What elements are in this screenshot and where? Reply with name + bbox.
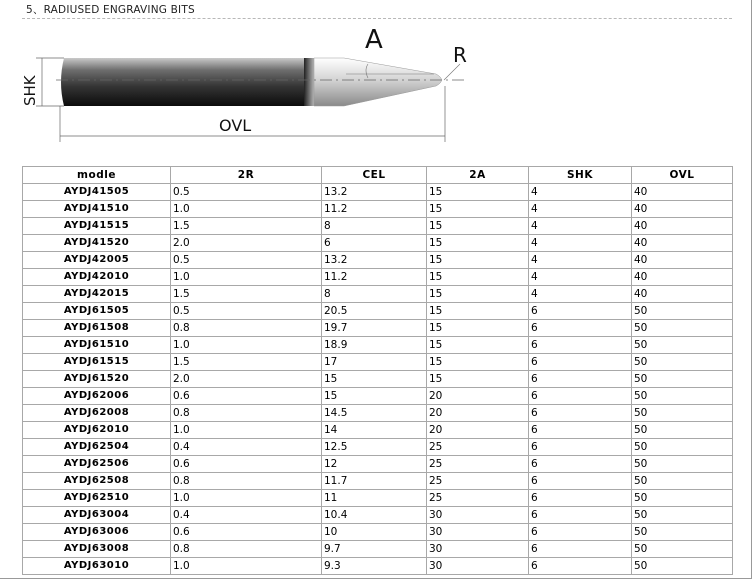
cell-shk: 4 bbox=[529, 252, 632, 269]
cell-2a: 20 bbox=[427, 405, 529, 422]
cell-shk: 6 bbox=[529, 558, 632, 575]
cell-cel: 11 bbox=[322, 490, 427, 507]
cell-2r: 0.4 bbox=[171, 439, 322, 456]
cell-cel: 8 bbox=[322, 218, 427, 235]
cell-2a: 15 bbox=[427, 286, 529, 303]
table-row bbox=[23, 286, 733, 303]
cell-2r: 0.5 bbox=[171, 252, 322, 269]
cell-model: AYDJ62006 bbox=[23, 388, 171, 405]
cell-2r: 0.8 bbox=[171, 473, 322, 490]
cell-model: AYDJ62508 bbox=[23, 473, 171, 490]
cell-ovl: 50 bbox=[632, 422, 733, 439]
table-row bbox=[23, 388, 733, 405]
cell-shk: 6 bbox=[529, 388, 632, 405]
label-a: A bbox=[365, 25, 383, 55]
cell-2r: 1.5 bbox=[171, 286, 322, 303]
cell-2r: 0.8 bbox=[171, 541, 322, 558]
cell-model: AYDJ62506 bbox=[23, 456, 171, 473]
cell-cel: 15 bbox=[322, 371, 427, 388]
cell-shk: 6 bbox=[529, 337, 632, 354]
cell-shk: 6 bbox=[529, 439, 632, 456]
cell-2a: 30 bbox=[427, 524, 529, 541]
shank-collar bbox=[304, 58, 314, 106]
cell-cel: 10 bbox=[322, 524, 427, 541]
table-row bbox=[23, 218, 733, 235]
table-row bbox=[23, 456, 733, 473]
cell-cel: 19.7 bbox=[322, 320, 427, 337]
header-shk: SHK bbox=[529, 167, 632, 184]
cell-cel: 13.2 bbox=[322, 252, 427, 269]
cell-model: AYDJ62510 bbox=[23, 490, 171, 507]
cell-cel: 10.4 bbox=[322, 507, 427, 524]
cell-shk: 6 bbox=[529, 422, 632, 439]
cell-2r: 1.0 bbox=[171, 490, 322, 507]
cell-cel: 17 bbox=[322, 354, 427, 371]
cell-model: AYDJ61510 bbox=[23, 337, 171, 354]
table-row bbox=[23, 524, 733, 541]
cell-ovl: 50 bbox=[632, 541, 733, 558]
cell-2r: 1.5 bbox=[171, 354, 322, 371]
cell-shk: 6 bbox=[529, 473, 632, 490]
cell-model: AYDJ42005 bbox=[23, 252, 171, 269]
cell-2a: 15 bbox=[427, 269, 529, 286]
cell-2r: 1.0 bbox=[171, 422, 322, 439]
cutting-tip bbox=[314, 58, 442, 106]
cell-cel: 9.3 bbox=[322, 558, 427, 575]
cell-cel: 8 bbox=[322, 286, 427, 303]
cell-ovl: 50 bbox=[632, 405, 733, 422]
cell-2r: 2.0 bbox=[171, 235, 322, 252]
cell-model: AYDJ42015 bbox=[23, 286, 171, 303]
cell-ovl: 50 bbox=[632, 303, 733, 320]
cell-model: AYDJ41515 bbox=[23, 218, 171, 235]
table-row bbox=[23, 303, 733, 320]
cell-2a: 15 bbox=[427, 303, 529, 320]
cell-ovl: 40 bbox=[632, 218, 733, 235]
shank-body bbox=[61, 58, 304, 106]
cell-cel: 11.7 bbox=[322, 473, 427, 490]
cell-2a: 25 bbox=[427, 439, 529, 456]
cell-2r: 0.8 bbox=[171, 405, 322, 422]
cell-ovl: 50 bbox=[632, 337, 733, 354]
cell-2a: 20 bbox=[427, 388, 529, 405]
cell-shk: 6 bbox=[529, 303, 632, 320]
cell-shk: 6 bbox=[529, 490, 632, 507]
cell-model: AYDJ61520 bbox=[23, 371, 171, 388]
header-ovl: OVL bbox=[632, 167, 733, 184]
cell-model: AYDJ61515 bbox=[23, 354, 171, 371]
label-r: R bbox=[453, 43, 467, 67]
cell-2a: 15 bbox=[427, 354, 529, 371]
cell-2a: 30 bbox=[427, 541, 529, 558]
table-row bbox=[23, 405, 733, 422]
cell-shk: 6 bbox=[529, 320, 632, 337]
cell-ovl: 50 bbox=[632, 490, 733, 507]
cell-cel: 12.5 bbox=[322, 439, 427, 456]
cell-shk: 6 bbox=[529, 405, 632, 422]
cell-model: AYDJ41520 bbox=[23, 235, 171, 252]
cell-cel: 13.2 bbox=[322, 184, 427, 201]
cell-ovl: 50 bbox=[632, 354, 733, 371]
cell-2a: 15 bbox=[427, 235, 529, 252]
cell-cel: 14.5 bbox=[322, 405, 427, 422]
tool-diagram bbox=[16, 22, 486, 146]
cell-2a: 30 bbox=[427, 507, 529, 524]
cell-cel: 11.2 bbox=[322, 201, 427, 218]
cell-2r: 0.8 bbox=[171, 320, 322, 337]
header-modle: modle bbox=[23, 167, 171, 184]
cell-2a: 25 bbox=[427, 473, 529, 490]
spec-table bbox=[22, 166, 733, 575]
table-row bbox=[23, 558, 733, 575]
table-row bbox=[23, 422, 733, 439]
cell-ovl: 40 bbox=[632, 286, 733, 303]
cell-ovl: 50 bbox=[632, 320, 733, 337]
cell-shk: 4 bbox=[529, 184, 632, 201]
cell-2r: 0.4 bbox=[171, 507, 322, 524]
cell-2a: 15 bbox=[427, 337, 529, 354]
table-row bbox=[23, 320, 733, 337]
cell-2r: 2.0 bbox=[171, 371, 322, 388]
header-cel: CEL bbox=[322, 167, 427, 184]
cell-shk: 6 bbox=[529, 524, 632, 541]
cell-shk: 6 bbox=[529, 354, 632, 371]
cell-model: AYDJ62504 bbox=[23, 439, 171, 456]
cell-ovl: 50 bbox=[632, 507, 733, 524]
cell-2r: 1.0 bbox=[171, 201, 322, 218]
cell-ovl: 40 bbox=[632, 201, 733, 218]
cell-model: AYDJ61505 bbox=[23, 303, 171, 320]
cell-ovl: 40 bbox=[632, 235, 733, 252]
table-row bbox=[23, 541, 733, 558]
cell-model: AYDJ41505 bbox=[23, 184, 171, 201]
cell-model: AYDJ63010 bbox=[23, 558, 171, 575]
cell-2r: 0.6 bbox=[171, 524, 322, 541]
cell-2r: 0.6 bbox=[171, 456, 322, 473]
cell-cel: 11.2 bbox=[322, 269, 427, 286]
cell-2a: 15 bbox=[427, 218, 529, 235]
cell-2a: 15 bbox=[427, 320, 529, 337]
cell-shk: 6 bbox=[529, 371, 632, 388]
cell-cel: 14 bbox=[322, 422, 427, 439]
cell-shk: 4 bbox=[529, 218, 632, 235]
cell-shk: 4 bbox=[529, 235, 632, 252]
label-ovl: OVL bbox=[219, 116, 252, 135]
table-row bbox=[23, 235, 733, 252]
cell-2a: 30 bbox=[427, 558, 529, 575]
table-row bbox=[23, 184, 733, 201]
header-2r: 2R bbox=[171, 167, 322, 184]
cell-model: AYDJ42010 bbox=[23, 269, 171, 286]
cell-model: AYDJ63004 bbox=[23, 507, 171, 524]
cell-model: AYDJ63008 bbox=[23, 541, 171, 558]
cell-cel: 9.7 bbox=[322, 541, 427, 558]
cell-ovl: 40 bbox=[632, 269, 733, 286]
table-row bbox=[23, 439, 733, 456]
cell-2r: 1.0 bbox=[171, 558, 322, 575]
cell-2a: 25 bbox=[427, 490, 529, 507]
dashed-divider bbox=[22, 18, 732, 19]
table-row bbox=[23, 354, 733, 371]
cell-model: AYDJ62008 bbox=[23, 405, 171, 422]
cell-2a: 15 bbox=[427, 252, 529, 269]
cell-2r: 0.6 bbox=[171, 388, 322, 405]
cell-cel: 20.5 bbox=[322, 303, 427, 320]
cell-model: AYDJ41510 bbox=[23, 201, 171, 218]
cell-cel: 18.9 bbox=[322, 337, 427, 354]
cell-shk: 6 bbox=[529, 541, 632, 558]
cell-2a: 25 bbox=[427, 456, 529, 473]
cell-2a: 15 bbox=[427, 184, 529, 201]
cell-ovl: 50 bbox=[632, 371, 733, 388]
cell-shk: 6 bbox=[529, 507, 632, 524]
cell-2a: 15 bbox=[427, 201, 529, 218]
table-row bbox=[23, 490, 733, 507]
section-heading: 5、RADIUSED ENGRAVING BITS bbox=[26, 4, 195, 16]
cell-ovl: 40 bbox=[632, 252, 733, 269]
cell-2a: 20 bbox=[427, 422, 529, 439]
cell-shk: 4 bbox=[529, 286, 632, 303]
cell-cel: 6 bbox=[322, 235, 427, 252]
cell-ovl: 40 bbox=[632, 184, 733, 201]
label-shk: SHK bbox=[21, 75, 39, 106]
cell-2r: 1.0 bbox=[171, 337, 322, 354]
table-body bbox=[23, 184, 733, 575]
cell-shk: 4 bbox=[529, 201, 632, 218]
cell-ovl: 50 bbox=[632, 524, 733, 541]
cell-ovl: 50 bbox=[632, 439, 733, 456]
table-row bbox=[23, 252, 733, 269]
cell-2a: 15 bbox=[427, 371, 529, 388]
cell-model: AYDJ61508 bbox=[23, 320, 171, 337]
cell-2r: 1.0 bbox=[171, 269, 322, 286]
cell-2r: 0.5 bbox=[171, 303, 322, 320]
cell-ovl: 50 bbox=[632, 558, 733, 575]
cell-cel: 12 bbox=[322, 456, 427, 473]
cell-ovl: 50 bbox=[632, 473, 733, 490]
table-row bbox=[23, 337, 733, 354]
cell-2r: 0.5 bbox=[171, 184, 322, 201]
cell-model: AYDJ62010 bbox=[23, 422, 171, 439]
cell-ovl: 50 bbox=[632, 456, 733, 473]
table-header-row bbox=[23, 167, 733, 184]
cell-ovl: 50 bbox=[632, 388, 733, 405]
table-row bbox=[23, 201, 733, 218]
table-row bbox=[23, 269, 733, 286]
table-row bbox=[23, 473, 733, 490]
cell-cel: 15 bbox=[322, 388, 427, 405]
table-row bbox=[23, 507, 733, 524]
cell-shk: 4 bbox=[529, 269, 632, 286]
header-2a: 2A bbox=[427, 167, 529, 184]
table-row bbox=[23, 371, 733, 388]
cell-2r: 1.5 bbox=[171, 218, 322, 235]
cell-model: AYDJ63006 bbox=[23, 524, 171, 541]
cell-shk: 6 bbox=[529, 456, 632, 473]
